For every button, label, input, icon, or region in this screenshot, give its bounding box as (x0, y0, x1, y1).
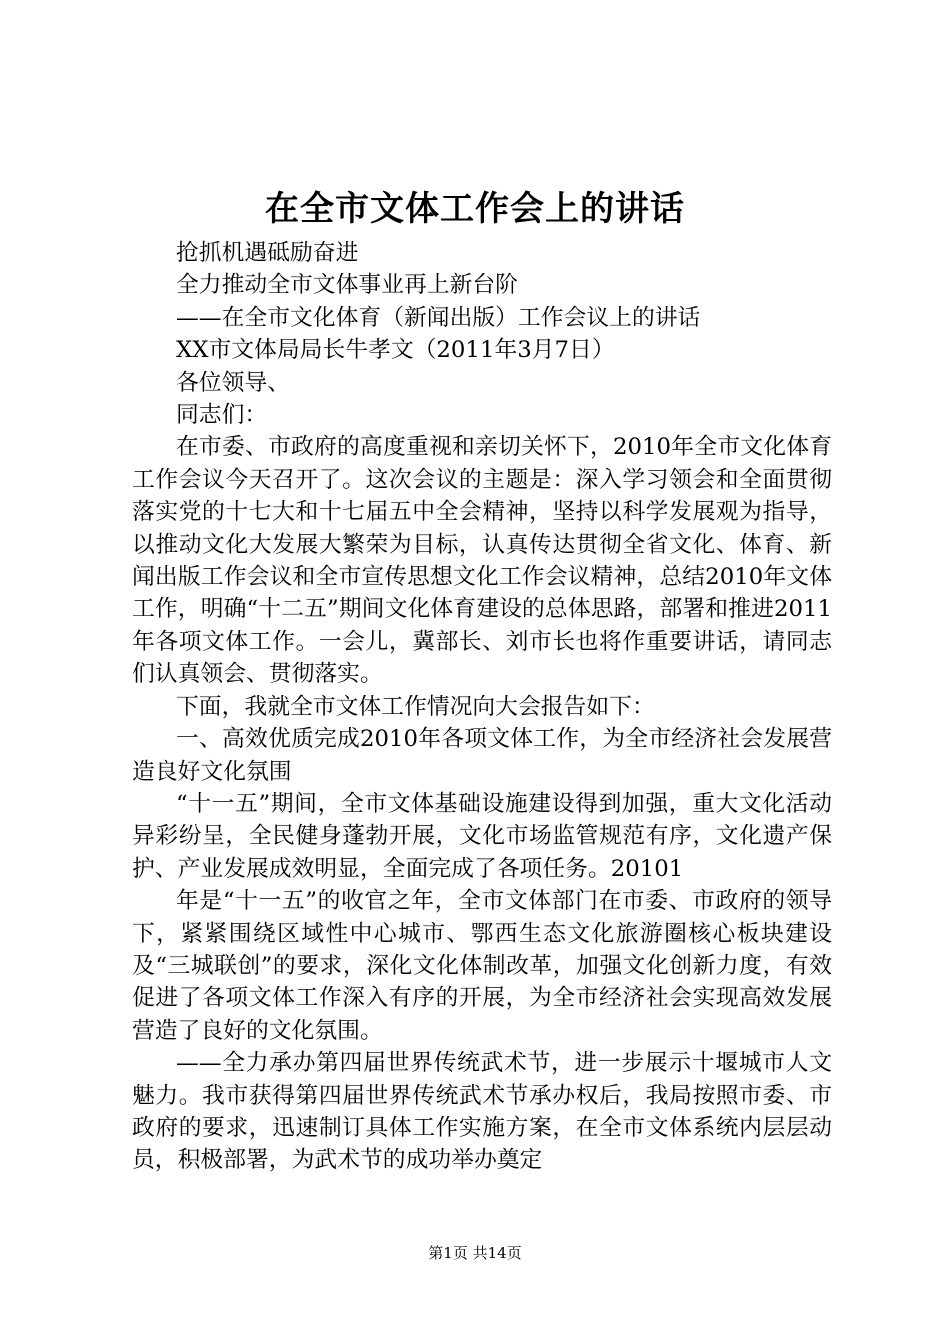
body-paragraph: “十一五”期间，全市文体基础设施建设得到加强，重大文化活动异彩纷呈，全民健身蓬勃开展，文化市场监管规范有序，文化遗产保护、产业发展成效明显，全面完成了各项任务。20101 (132, 790, 832, 882)
salutation-line-1: 各位领导、 (176, 369, 290, 396)
document-body (132, 237, 832, 1177)
body-paragraph: ——全力承办第四届世界传统武术节，进一步展示十堰城市人文魅力。我市获得第四届世界传统武术节承办权后，我局按照市委、市政府的要求，迅速制订具体工作实施方案，在全市文体系统内层层动员，积极部署，为武术节的成功举办奠定 (132, 1050, 832, 1174)
subtitle-line-3: ——在全市文化体育（新闻出版）工作会议上的讲话 (176, 304, 701, 331)
body-paragraph: 年是“十一五”的收官之年，全市文体部门在市委、市政府的领导下，紧紧围绕区域性中心城市、鄂西生态文化旅游圈核心板块建设及“三城联创”的要求，深化文化体制改革，加强文化创新力度，有效促进了各项文体工作深入有序的开展，为全市经济社会实现高效发展营造了良好的文化氛围。 (132, 888, 832, 1044)
page-footer: 第1页 共14页 (428, 1244, 522, 1262)
subtitle-line-2: 全力推动全市文体事业再上新台阶 (176, 272, 518, 299)
body-paragraph: 下面，我就全市文体工作情况向大会报告如下： (176, 693, 655, 720)
salutation-line-2: 同志们： (176, 402, 268, 429)
section-heading: 一、高效优质完成2010年各项文体工作，为全市经济社会发展营造良好文化氛围 (132, 726, 832, 785)
body-paragraph: 在市委、市政府的高度重视和亲切关怀下，2010年全市文化体育工作会议今天召开了。这次会议的主题是：深入学习领会和全面贯彻落实党的十七大和十七届五中全会精神，坚持以科学发展观为指导，以推动文化大发展大繁荣为目标，认真传达贯彻全省文化、体育、新闻出版工作会议和全市宣传思想文化工作会议精神，总结2010年文体工作，明确“十二五”期间文化体育建设的总体思路，部署和推进2011年各项文体工作。一会儿，冀部长、刘市长也将作重要讲话，请同志们认真领会、贯彻落实。 (132, 434, 832, 688)
speaker-line: XX市文体局局长牛孝文（2011年3月7日） (176, 337, 615, 364)
document-title: 在全市文体工作会上的讲话 (265, 189, 685, 229)
subtitle-line-1: 抢抓机遇砥励奋进 (176, 240, 359, 266)
